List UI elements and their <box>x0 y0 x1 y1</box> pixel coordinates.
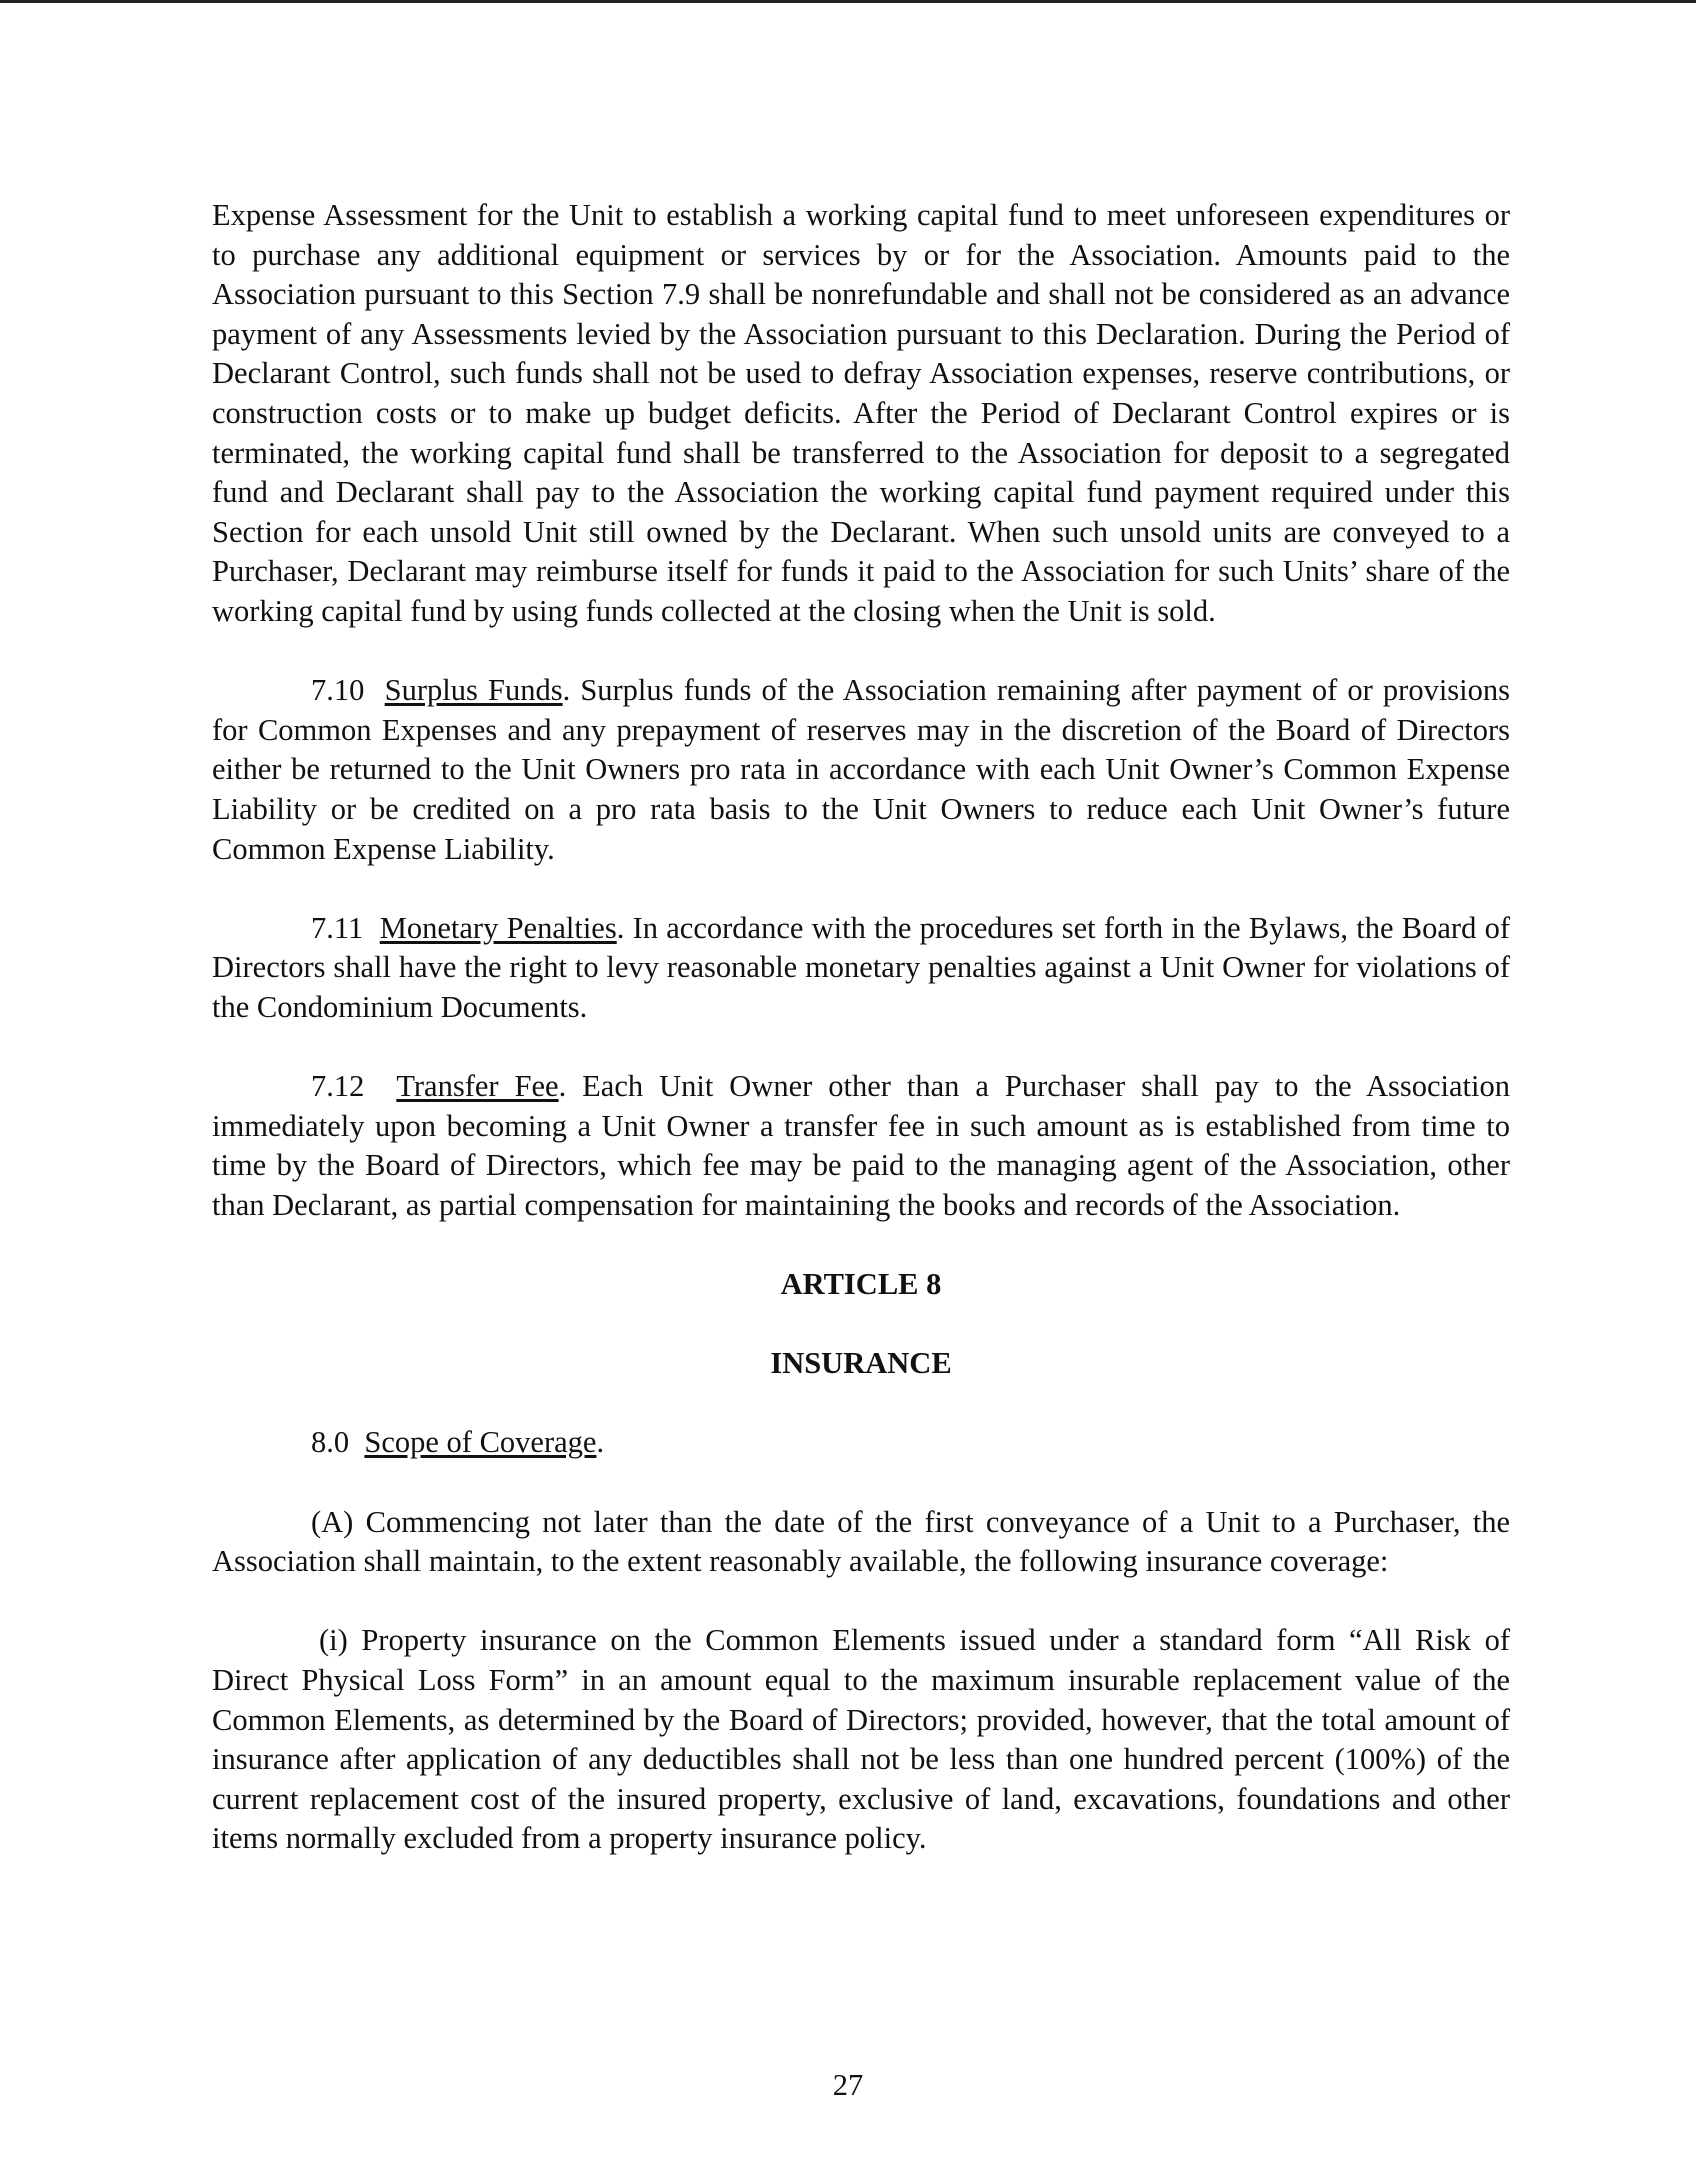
section-7-12-number: 7.12 <box>311 1069 365 1104</box>
section-7-12-title: Transfer Fee <box>396 1069 559 1104</box>
section-7-12 <box>212 1067 1510 1225</box>
section-8-0-a-i: (i) Property insurance on the Common Elements issued under a standard form “All Risk of Direct Physical Loss Form” in an amount equal to the maximum insurable replacement value of the Common Elements, as determined by the Board of Directors; provided, however, that the total amount of insurance after application of any deductibles shall not be less than one hundred percent (100%) of the current replacement cost of the insured property, exclusive of land, excavations, foundations and other items normally excluded from a property insurance policy. <box>212 1623 1510 1856</box>
section-7-10-body: . Surplus funds of the Association remaining after payment of or provisions for Common Expenses and any prepayment of reserves may in the discretion of the Board of Directors either be returned to the Unit Owners pro rata in accordance with each Unit Owner’s Common Expense Liability or be credited on a pro rata basis to the Unit Owners to reduce each Unit Owner’s future Common Expense Liability. <box>212 673 1511 866</box>
section-8-0-number: 8.0 <box>311 1425 350 1460</box>
section-8-0-a: (A) Commencing not later than the date of the first conveyance of a Unit to a Purchaser, the Association shall maintain, to the extent reasonably available, the following insurance coverage: <box>212 1504 1510 1579</box>
section-7-12-body: . Each Unit Owner other than a Purchaser shall pay to the Association immediately upon becoming a Unit Owner a transfer fee in such amount as is established from time to time by the Board of Directors, which fee may be paid to the managing agent of the Association, other than Declarant, as partial compensation for maintaining the books and records of the Association. <box>212 1069 1511 1222</box>
page-number: 27 <box>832 2068 864 2102</box>
section-7-11-number: 7.11 <box>311 910 364 945</box>
section-7-11-title: Monetary Penalties <box>379 910 617 945</box>
article-subtitle: INSURANCE <box>770 1346 952 1381</box>
section-7-11 <box>212 909 1510 1028</box>
section-8-0-heading <box>212 1423 1510 1463</box>
section-7-11-body: . In accordance with the procedures set forth in the Bylaws, the Board of Directors shall have the right to levy reasonable monetary penalties against a Unit Owner for violations of the Condominium Documents. <box>212 910 1510 1024</box>
document-page <box>212 196 1510 1899</box>
section-8-0-title: Scope of Coverage <box>364 1425 597 1460</box>
section-7-9-continuation: Expense Assessment for the Unit to establish a working capital fund to meet unforeseen expenditures or to purchase any additional equipment or services by or for the Association. Amounts paid to the Association pursuant to this Section 7.9 shall be nonrefundable and shall not be considered as an advance payment of any Assessments levied by the Association pursuant to this Declaration. During the Period of Declarant Control, such funds shall not be used to defray Association expenses, reserve contributions, or construction costs or to make up budget deficits. After the Period of Declarant Control expires or is terminated, the working capital fund shall be transferred to the Association for deposit to a segregated fund and Declarant shall pay to the Association the working capital fund payment required under this Section for each unsold Unit still owned by the Declarant. When such unsold units are conveyed to a Purchaser, Declarant may reimburse itself for funds it paid to the Association for such Units’ share of the working capital fund by using funds collected at the closing when the Unit is sold. <box>212 198 1510 628</box>
page-top-border <box>0 0 1696 3</box>
section-8-0-suffix: . <box>596 1425 605 1460</box>
section-7-10-title: Surplus Funds <box>384 673 563 708</box>
article-title: ARTICLE 8 <box>780 1267 942 1302</box>
section-7-10 <box>212 671 1510 869</box>
section-7-10-number: 7.10 <box>311 673 365 708</box>
